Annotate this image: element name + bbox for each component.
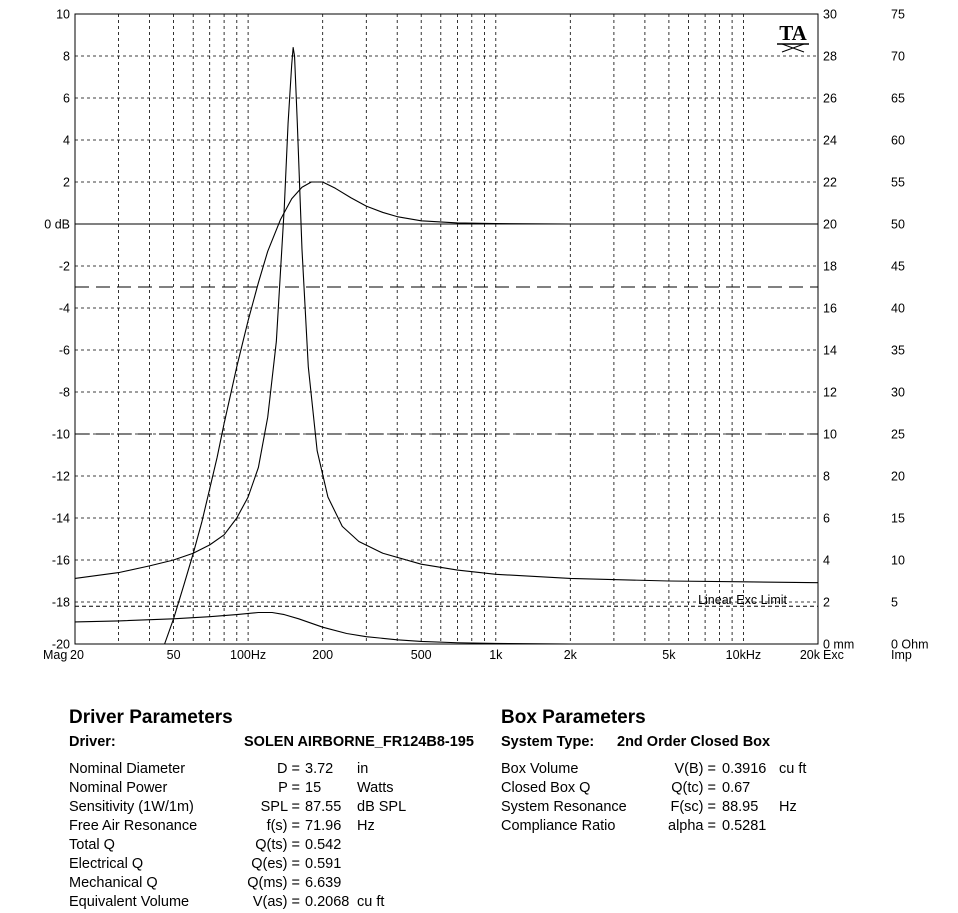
parameter-value: 0.542 xyxy=(305,837,341,853)
parameter-label: Compliance Ratio xyxy=(501,818,615,834)
parameter-row xyxy=(69,894,469,913)
impedance-tick-label: 60 xyxy=(891,134,905,148)
excursion-tick-label: 8 xyxy=(823,470,830,484)
parameter-row xyxy=(501,818,901,837)
parameter-label: Equivalent Volume xyxy=(69,894,189,910)
excursion-tick-label: 0 mm xyxy=(823,638,854,652)
parameter-symbol: alpha = xyxy=(668,818,716,834)
parameter-unit: cu ft xyxy=(357,894,384,910)
ta-logo-text: TA xyxy=(779,21,807,45)
parameter-label: Box Volume xyxy=(501,761,578,777)
parameter-value: 3.72 xyxy=(305,761,333,777)
parameter-value: 87.55 xyxy=(305,799,341,815)
impedance-axis-footer: Imp xyxy=(891,648,912,662)
magnitude-tick-label: -12 xyxy=(52,470,70,484)
x-tick-label: 10kHz xyxy=(726,648,761,662)
parameter-value: 0.591 xyxy=(305,856,341,872)
impedance-tick-label: 30 xyxy=(891,386,905,400)
excursion-tick-label: 14 xyxy=(823,344,837,358)
parameter-unit: dB SPL xyxy=(357,799,406,815)
excursion-tick-label: 20 xyxy=(823,218,837,232)
parameter-symbol: f(s) = xyxy=(267,818,300,834)
magnitude-tick-label: -14 xyxy=(52,512,70,526)
magnitude-tick-label: 10 xyxy=(56,8,70,22)
impedance-tick-label: 0 Ohm xyxy=(891,638,929,652)
parameter-row xyxy=(69,875,469,894)
parameter-symbol: Q(es) = xyxy=(251,856,300,872)
parameter-row xyxy=(69,837,469,856)
box-subheader-label: System Type: xyxy=(501,734,594,750)
impedance-tick-label: 40 xyxy=(891,302,905,316)
x-tick-label: 5k xyxy=(662,648,676,662)
excursion-tick-label: 28 xyxy=(823,50,837,64)
parameter-value: 88.95 xyxy=(722,799,758,815)
parameter-row xyxy=(69,818,469,837)
series-line-impedance xyxy=(75,48,818,583)
parameter-symbol: D = xyxy=(277,761,300,777)
excursion-tick-label: 2 xyxy=(823,596,830,610)
series xyxy=(75,48,818,644)
box-subheader-value: 2nd Order Closed Box xyxy=(617,734,770,750)
impedance-tick-label: 10 xyxy=(891,554,905,568)
parameter-row xyxy=(69,856,469,875)
impedance-tick-label: 55 xyxy=(891,176,905,190)
parameter-label: Electrical Q xyxy=(69,856,143,872)
impedance-tick-label: 15 xyxy=(891,512,905,526)
parameter-unit: Hz xyxy=(357,818,375,834)
parameter-label: Mechanical Q xyxy=(69,875,158,891)
parameter-label: Free Air Resonance xyxy=(69,818,197,834)
parameter-symbol: Q(ts) = xyxy=(255,837,300,853)
parameter-value: 71.96 xyxy=(305,818,341,834)
parameter-symbol: V(as) = xyxy=(253,894,300,910)
impedance-tick-label: 65 xyxy=(891,92,905,106)
parameter-unit: cu ft xyxy=(779,761,806,777)
parameter-row xyxy=(501,780,901,799)
parameter-value: 0.2068 xyxy=(305,894,349,910)
excursion-axis-footer: Exc xyxy=(823,648,844,662)
parameter-label: Nominal Power xyxy=(69,780,167,796)
parameter-value: 15 xyxy=(305,780,321,796)
x-tick-label: 500 xyxy=(411,648,432,662)
driver-subheader-value: SOLEN AIRBORNE_FR124B8-195 xyxy=(244,734,506,750)
excursion-tick-label: 16 xyxy=(823,302,837,316)
parameter-label: Total Q xyxy=(69,837,115,853)
impedance-tick-label: 70 xyxy=(891,50,905,64)
parameter-symbol: SPL = xyxy=(261,799,300,815)
excursion-tick-label: 6 xyxy=(823,512,830,526)
linear-exc-limit-label: Linear Exc Limit xyxy=(698,593,787,607)
parameter-label: Nominal Diameter xyxy=(69,761,185,777)
impedance-tick-label: 35 xyxy=(891,344,905,358)
parameter-value: 0.3916 xyxy=(722,761,766,777)
parameter-label: Closed Box Q xyxy=(501,780,590,796)
excursion-tick-label: 22 xyxy=(823,176,837,190)
magnitude-tick-label: -18 xyxy=(52,596,70,610)
parameter-symbol: V(B) = xyxy=(675,761,717,777)
x-axis-prefix-label: Mag xyxy=(43,648,67,662)
magnitude-tick-label: -20 xyxy=(52,638,70,652)
impedance-tick-label: 50 xyxy=(891,218,905,232)
parameter-symbol: F(sc) = xyxy=(670,799,716,815)
parameter-symbol: Q(tc) = xyxy=(671,780,716,796)
x-tick-label: 2k xyxy=(564,648,578,662)
impedance-tick-label: 45 xyxy=(891,260,905,274)
magnitude-tick-label: -6 xyxy=(59,344,70,358)
magnitude-tick-label: -16 xyxy=(52,554,70,568)
ta-logo xyxy=(777,21,809,52)
x-tick-label: 50 xyxy=(167,648,181,662)
impedance-tick-label: 75 xyxy=(891,8,905,22)
parameter-row xyxy=(69,780,469,799)
reference-lines xyxy=(75,287,818,607)
excursion-tick-label: 4 xyxy=(823,554,830,568)
excursion-tick-label: 24 xyxy=(823,134,837,148)
plot-frame xyxy=(75,14,818,644)
magnitude-tick-label: -8 xyxy=(59,386,70,400)
magnitude-tick-label: 2 xyxy=(63,176,70,190)
parameter-symbol: P = xyxy=(278,780,300,796)
parameter-value: 6.639 xyxy=(305,875,341,891)
parameter-row xyxy=(501,799,901,818)
box-parameters-title: Box Parameters xyxy=(501,707,646,729)
parameter-value: 0.5281 xyxy=(722,818,766,834)
parameter-unit: Watts xyxy=(357,780,394,796)
excursion-tick-label: 26 xyxy=(823,92,837,106)
excursion-tick-label: 12 xyxy=(823,386,837,400)
magnitude-tick-label: 0 dB xyxy=(44,218,70,232)
x-tick-label: 20 xyxy=(70,648,84,662)
impedance-tick-label: 5 xyxy=(891,596,898,610)
excursion-tick-label: 10 xyxy=(823,428,837,442)
parameter-unit: Hz xyxy=(779,799,797,815)
driver-subheader-label: Driver: xyxy=(69,734,116,750)
x-tick-label: 20k xyxy=(800,648,821,662)
impedance-tick-label: 20 xyxy=(891,470,905,484)
x-tick-label: 1k xyxy=(489,648,503,662)
magnitude-tick-label: -10 xyxy=(52,428,70,442)
x-tick-label: 100Hz xyxy=(230,648,266,662)
grid xyxy=(75,14,818,644)
driver-parameters-title: Driver Parameters xyxy=(69,707,233,729)
axis-labels xyxy=(43,8,929,663)
magnitude-tick-label: 8 xyxy=(63,50,70,64)
parameter-value: 0.67 xyxy=(722,780,750,796)
parameter-row xyxy=(501,761,901,780)
magnitude-tick-label: 6 xyxy=(63,92,70,106)
parameter-label: Sensitivity (1W/1m) xyxy=(69,799,194,815)
parameter-unit: in xyxy=(357,761,368,777)
parameter-row xyxy=(69,799,469,818)
parameter-label: System Resonance xyxy=(501,799,627,815)
x-tick-label: 200 xyxy=(312,648,333,662)
parameter-symbol: Q(ms) = xyxy=(247,875,300,891)
excursion-tick-label: 30 xyxy=(823,8,837,22)
excursion-tick-label: 18 xyxy=(823,260,837,274)
parameter-row xyxy=(69,761,469,780)
magnitude-tick-label: 4 xyxy=(63,134,70,148)
magnitude-tick-label: -4 xyxy=(59,302,70,316)
magnitude-tick-label: -2 xyxy=(59,260,70,274)
impedance-tick-label: 25 xyxy=(891,428,905,442)
